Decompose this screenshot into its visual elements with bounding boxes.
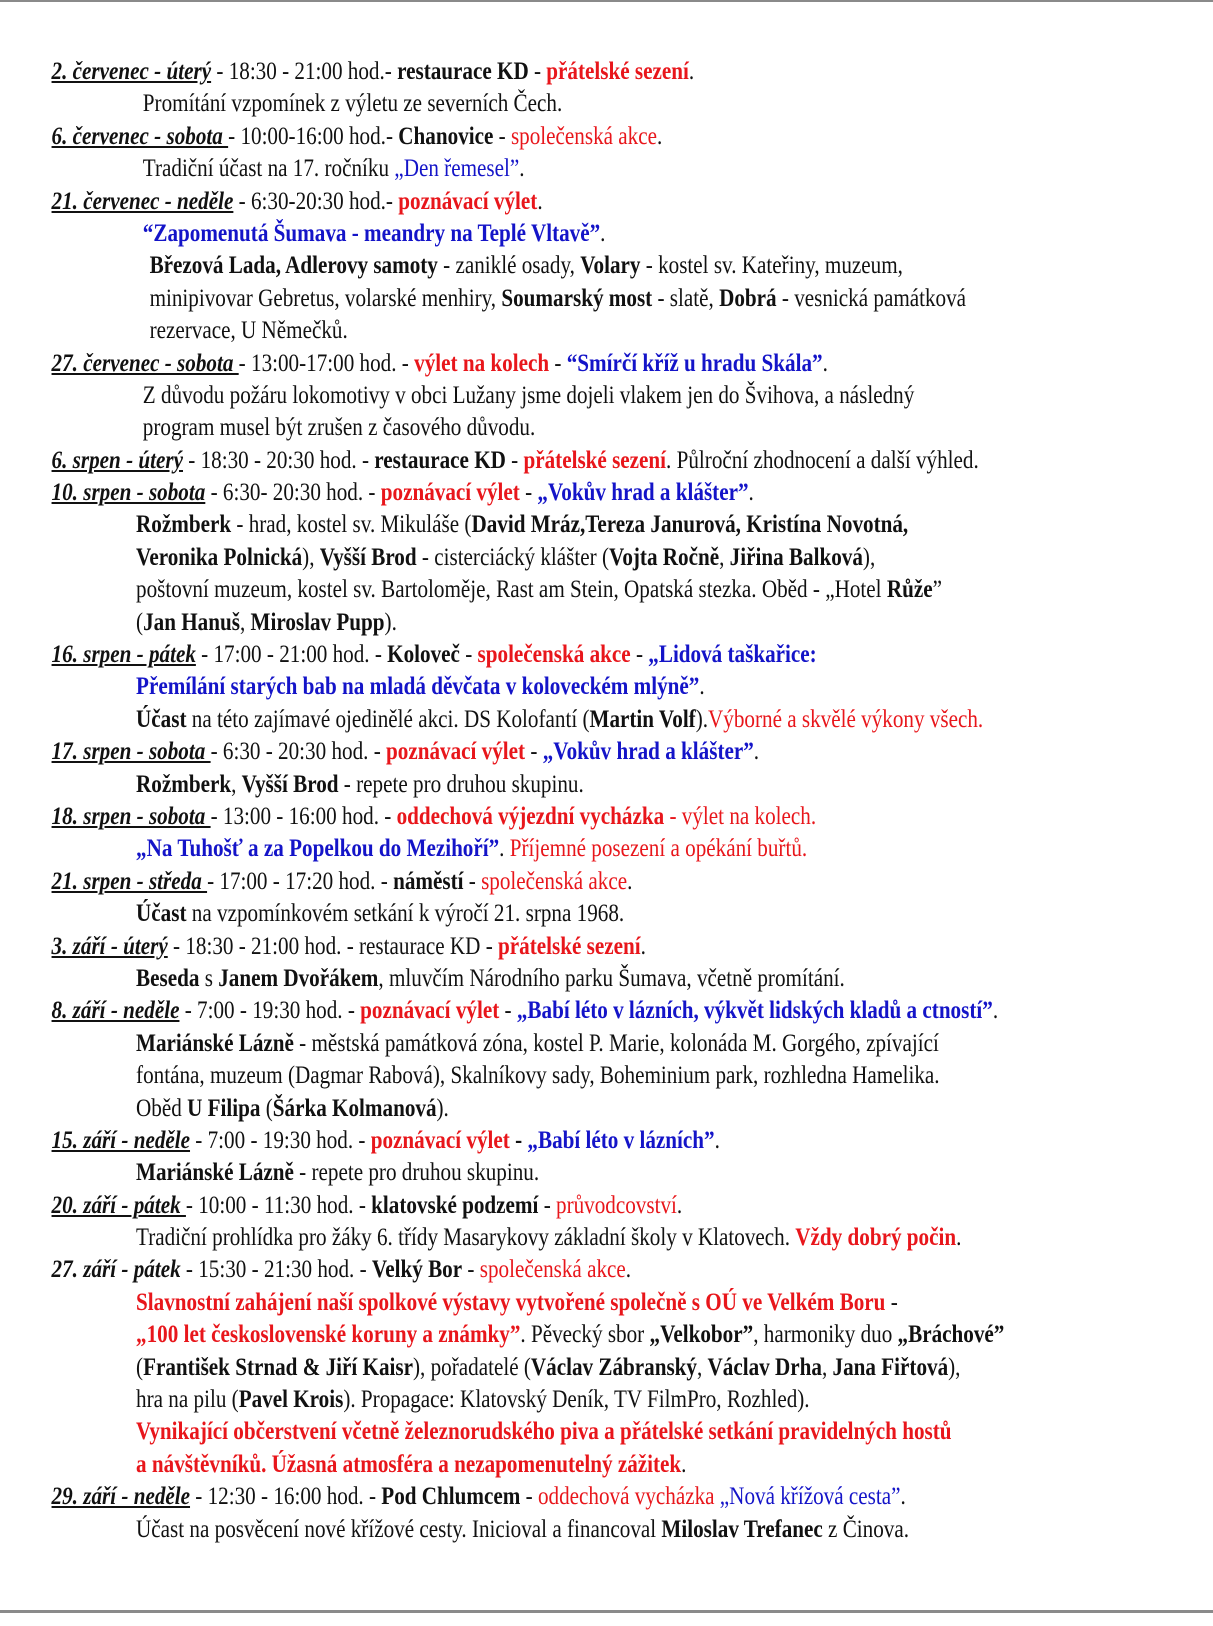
bold-text: Václav Drha bbox=[707, 1353, 822, 1381]
event-detail-line bbox=[0, 1319, 1025, 1351]
red-bold-text: Slavnostní zahájení naší spolkové výstavy vytvořené společně s OÚ ve Velkém Boru bbox=[136, 1288, 886, 1316]
bold-text: Rožmberk bbox=[136, 511, 232, 539]
bold-text: Soumarský most bbox=[501, 284, 653, 312]
event-date: 27. září - pátek bbox=[51, 1256, 181, 1284]
text: ). bbox=[384, 608, 397, 636]
event-date: 21. červenec - neděle bbox=[51, 187, 234, 215]
text: - bbox=[520, 1483, 538, 1511]
bold-text: Miroslav Pupp bbox=[250, 608, 385, 636]
bold-text: náměstí bbox=[393, 867, 464, 895]
red-bold-text: poznávací výlet bbox=[386, 738, 526, 766]
red-bold-text: a návštěvníků. Úžasná atmosféra a nezapomenutelný zážitek bbox=[136, 1450, 682, 1478]
event-heading-line bbox=[0, 121, 1025, 153]
text: . Půlroční zhodnocení a další výhled. bbox=[666, 446, 979, 474]
text: - městská památková zóna, kostel P. Marie, kolonáda M. Gorgého, zpívající bbox=[293, 1029, 939, 1057]
text: . bbox=[699, 673, 705, 701]
bold-text: Účast bbox=[136, 705, 187, 733]
bold-text: Mariánské Lázně bbox=[136, 1159, 294, 1187]
red-text: společenská akce bbox=[510, 122, 657, 150]
text: ). Propagace: Klatovský Deník, TV FilmPro, Rozhled). bbox=[343, 1386, 810, 1414]
red-bold-text: výlet na kolech bbox=[414, 349, 550, 377]
event-detail-line bbox=[0, 380, 1025, 412]
text: - bbox=[538, 1191, 557, 1219]
text: , bbox=[239, 608, 251, 636]
red-text: průvodcovství bbox=[556, 1191, 677, 1219]
red-bold-text: poznávací výlet bbox=[380, 479, 520, 507]
text: , bbox=[821, 1353, 833, 1381]
text: hra na pilu ( bbox=[136, 1386, 239, 1414]
event-heading-line bbox=[0, 348, 1025, 380]
text: - bbox=[499, 997, 517, 1025]
text: ), pořadatelé ( bbox=[413, 1353, 531, 1381]
text: . bbox=[600, 219, 606, 247]
bold-text: Chanovice bbox=[398, 122, 494, 150]
event-detail-line bbox=[0, 153, 1025, 185]
event-date: 29. září - neděle bbox=[51, 1483, 191, 1511]
text: . bbox=[748, 479, 754, 507]
event-detail-line bbox=[0, 250, 1025, 282]
event-date: 18. srpen - sobota bbox=[51, 802, 211, 830]
text: Promítání vzpomínek z výletu ze severních Čech. bbox=[142, 90, 563, 118]
event-detail-line bbox=[0, 898, 1025, 930]
text: , bbox=[231, 770, 242, 798]
text: , harmoniky duo bbox=[753, 1321, 898, 1349]
text: ). bbox=[695, 705, 709, 733]
text: - 15:30 - 21:30 hod. - bbox=[180, 1256, 372, 1284]
red-bold-text: přátelské sezení bbox=[523, 446, 667, 474]
event-date: 10. srpen - sobota bbox=[51, 479, 206, 507]
text: . bbox=[822, 349, 828, 377]
bold-text: Březová Lada, Adlerovy samoty bbox=[149, 252, 438, 280]
text: - kostel sv. Kateřiny, muzeum, bbox=[640, 252, 903, 280]
text: - 12:30 - 16:00 hod. - bbox=[190, 1483, 382, 1511]
red-bold-text: oddechová výjezdní vycházka bbox=[396, 802, 665, 830]
event-detail-line bbox=[0, 88, 1025, 120]
blue-bold-text: „Lidová taškařice: bbox=[648, 641, 817, 669]
event-heading-line bbox=[0, 736, 1025, 768]
event-detail-line bbox=[0, 218, 1025, 250]
text: . bbox=[900, 1483, 906, 1511]
red-text: společenská akce bbox=[479, 1256, 626, 1284]
text: ), bbox=[302, 543, 320, 571]
text: . bbox=[676, 1191, 683, 1219]
bold-text: Růže bbox=[886, 576, 933, 604]
text: - 10:00 - 11:30 hod. - bbox=[185, 1191, 372, 1219]
bold-text: Vyšší Brod bbox=[241, 770, 339, 798]
event-heading-line bbox=[0, 56, 1025, 88]
bold-text: „Velkobor” bbox=[649, 1321, 754, 1349]
bold-text: František Strnad & Jiří Kaisr bbox=[143, 1353, 414, 1381]
red-bold-text: přátelské sezení bbox=[498, 932, 641, 960]
event-detail-line bbox=[0, 509, 1025, 541]
text: ), bbox=[948, 1353, 961, 1381]
text: - bbox=[493, 122, 511, 150]
event-detail-line bbox=[0, 833, 1025, 865]
text: - slatě, bbox=[652, 284, 720, 312]
red-bold-text: společenská akce bbox=[477, 641, 631, 669]
text: na vzpomínkovém setkání k výročí 21. srpna 1968. bbox=[186, 900, 625, 928]
text: ( bbox=[260, 1094, 273, 1122]
text: ( bbox=[136, 608, 144, 636]
event-date: 2. červenec - úterý bbox=[51, 58, 212, 85]
event-detail-line bbox=[0, 963, 1025, 995]
text: - 18:30 - 21:00 hod.- bbox=[211, 58, 398, 85]
blue-bold-text: „Babí léto v lázních, výkvět lidských kladů a ctností” bbox=[516, 997, 993, 1025]
red-bold-text: Vždy dobrý počin bbox=[795, 1224, 957, 1252]
text: - 17:00 - 17:20 hod. - bbox=[207, 867, 394, 895]
bold-text: restaurace KD bbox=[374, 446, 506, 474]
red-text: Výborné a skvělé výkony všech. bbox=[708, 705, 984, 733]
event-date: 20. září - pátek bbox=[51, 1191, 186, 1219]
bold-text: Jiřina Balková bbox=[729, 543, 863, 571]
event-detail-line bbox=[0, 412, 1025, 444]
bold-text: Janem Dvořákem bbox=[218, 964, 379, 992]
red-bold-text: poznávací výlet bbox=[370, 1126, 510, 1154]
blue-bold-text: “Zapomenutá Šumava - meandry na Teplé Vltavě” bbox=[142, 219, 601, 247]
red-text: oddechová vycházka bbox=[537, 1483, 720, 1511]
event-heading-line bbox=[0, 995, 1025, 1027]
text: - zaniklé osady, bbox=[437, 252, 581, 280]
text: - 13:00-17:00 hod. - bbox=[238, 349, 415, 377]
event-detail-line bbox=[0, 1222, 1025, 1254]
blue-text: „Nová křížová cesta” bbox=[719, 1483, 901, 1511]
bold-text: Rožmberk bbox=[136, 770, 232, 798]
text: . bbox=[992, 997, 999, 1025]
text: - hrad, kostel sv. Mikuláše ( bbox=[231, 511, 472, 539]
text: . bbox=[625, 1256, 632, 1284]
event-heading-line bbox=[0, 1125, 1025, 1157]
blue-bold-text: “Smírčí kříž u hradu Skála” bbox=[566, 349, 823, 377]
event-date: 16. srpen - pátek bbox=[51, 641, 196, 669]
text: - 6:30 - 20:30 hod. - bbox=[210, 738, 387, 766]
red-text: Příjemné posezení a opékání buřtů. bbox=[509, 835, 808, 863]
text: ” bbox=[932, 576, 942, 604]
bold-text: David Mráz,Tereza Janurová, Kristína Novotná, bbox=[471, 511, 909, 539]
event-heading-line bbox=[0, 866, 1025, 898]
bold-text: „Bráchové” bbox=[897, 1321, 1005, 1349]
event-heading-line bbox=[0, 801, 1025, 833]
bold-text: Miloslav Trefanec bbox=[661, 1515, 823, 1543]
text: Tradiční účast na 17. ročníku bbox=[142, 155, 395, 183]
event-detail-line bbox=[0, 1157, 1025, 1189]
event-heading-line bbox=[0, 445, 1025, 477]
text: - 18:30 - 21:00 hod. - restaurace KD - bbox=[167, 932, 499, 960]
text: . bbox=[519, 155, 525, 183]
event-heading-line bbox=[0, 186, 1025, 218]
event-date: 17. srpen - sobota bbox=[51, 738, 211, 766]
text: rezervace, U Němečků. bbox=[149, 317, 348, 345]
bold-text: Účast bbox=[136, 900, 187, 928]
event-heading-line bbox=[0, 1254, 1025, 1286]
event-detail-line bbox=[0, 607, 1025, 639]
bold-text: - bbox=[509, 1126, 528, 1154]
text: ). bbox=[436, 1094, 449, 1122]
event-detail-line bbox=[0, 1028, 1025, 1060]
text: - 18:30 - 20:30 hod. - bbox=[182, 446, 375, 474]
event-detail-line bbox=[0, 1352, 1025, 1384]
event-heading-line bbox=[0, 477, 1025, 509]
text: . bbox=[681, 1450, 687, 1478]
text: - bbox=[525, 738, 543, 766]
bold-text: U Filipa bbox=[187, 1094, 261, 1122]
event-date: 21. srpen - středa bbox=[51, 867, 208, 895]
text: program musel být zrušen z časového důvodu. bbox=[142, 414, 536, 442]
bold-text: Mariánské Lázně bbox=[136, 1029, 294, 1057]
red-bold-text: Vynikající občerstvení včetně železnorudského piva a přátelské setkání pravidelných hostů bbox=[136, 1418, 952, 1446]
blue-bold-text: „Na Tuhošť a za Popelkou do Mezihoří” bbox=[136, 835, 500, 863]
event-chronicle-document bbox=[0, 56, 1213, 1546]
event-date: 6. srpen - úterý bbox=[51, 446, 183, 474]
text: - 6:30-20:30 hod.- bbox=[233, 187, 399, 215]
red-bold-text: poznávací výlet bbox=[398, 187, 538, 215]
red-bold-text: přátelské sezení bbox=[546, 58, 689, 85]
text: - 17:00 - 21:00 hod. - bbox=[195, 641, 388, 669]
text: poštovní muzeum, kostel sv. Bartoloměje, Rast am Stein, Opatská stezka. Oběd - „Hotel bbox=[136, 576, 887, 604]
blue-bold-text: „Vokův hrad a klášter” bbox=[537, 479, 749, 507]
event-detail-line bbox=[0, 1287, 1025, 1319]
text: - cisterciácký klášter ( bbox=[416, 543, 610, 571]
event-detail-line bbox=[0, 671, 1025, 703]
bold-text: Volary bbox=[580, 252, 641, 280]
text: . Pěvecký sbor bbox=[520, 1321, 650, 1349]
bold-text: Veronika Polnická bbox=[136, 543, 303, 571]
text: - bbox=[505, 446, 524, 474]
event-detail-line bbox=[0, 574, 1025, 606]
event-detail-line bbox=[0, 1384, 1025, 1416]
text: . bbox=[640, 932, 646, 960]
bold-text: Vyšší Brod bbox=[319, 543, 417, 571]
text: - bbox=[885, 1288, 898, 1316]
event-date: 3. září - úterý bbox=[51, 932, 168, 960]
text: Tradiční prohlídka pro žáky 6. třídy Masarykovy základní školy v Klatovech. bbox=[136, 1224, 796, 1252]
event-date: 8. září - neděle bbox=[51, 997, 180, 1025]
event-heading-line bbox=[0, 931, 1025, 963]
text: ( bbox=[136, 1353, 144, 1381]
event-heading-line bbox=[0, 1190, 1025, 1222]
text: Účast na posvěcení nové křížové cesty. Inicioval a financoval bbox=[136, 1515, 662, 1543]
text: - repete pro druhou skupinu. bbox=[338, 770, 584, 798]
text: . bbox=[688, 58, 695, 85]
text: - 7:00 - 19:30 hod. - bbox=[179, 997, 361, 1025]
text: - 13:00 - 16:00 hod. - bbox=[210, 802, 397, 830]
bold-text: klatovské podzemí bbox=[371, 1191, 539, 1219]
bold-text: Václav Zábranský bbox=[530, 1353, 697, 1381]
text: . bbox=[656, 122, 663, 150]
event-detail-line bbox=[0, 769, 1025, 801]
text: . bbox=[537, 187, 543, 215]
text: Z důvodu požáru lokomotivy v obci Lužany jsme dojeli vlakem jen do Švihova, a následný bbox=[142, 381, 915, 409]
bold-text: Pavel Krois bbox=[238, 1386, 344, 1414]
text: , mluvčím Národního parku Šumava, včetně promítání. bbox=[378, 964, 845, 992]
bold-text: Dobrá bbox=[719, 284, 777, 312]
event-detail-line bbox=[0, 1093, 1025, 1125]
text: . bbox=[714, 1126, 720, 1154]
top-border bbox=[0, 0, 1213, 2]
blue-text: „Den řemesel” bbox=[394, 155, 520, 183]
text: fontána, muzeum (Dagmar Rabová), Skalníkovy sady, Boheminium park, rozhledna Hamelika. bbox=[136, 1062, 940, 1090]
red-bold-text: poznávací výlet bbox=[360, 997, 500, 1025]
text: - bbox=[459, 641, 478, 669]
text: - bbox=[519, 479, 538, 507]
text: - vesnická památková bbox=[776, 284, 967, 312]
event-detail-line bbox=[0, 1449, 1025, 1481]
text: na této zajímavé ojedinělé akci. DS Kolofantí ( bbox=[186, 705, 590, 733]
text: - bbox=[528, 58, 547, 85]
text: , bbox=[719, 543, 730, 571]
text: - 10:00-16:00 hod.- bbox=[228, 122, 399, 150]
bold-text: Pod Chlumcem bbox=[381, 1483, 521, 1511]
event-detail-line bbox=[0, 283, 1025, 315]
bold-text: Velký Bor bbox=[371, 1256, 463, 1284]
event-heading-line bbox=[0, 639, 1025, 671]
text: . bbox=[499, 835, 510, 863]
event-detail-line bbox=[0, 1416, 1025, 1448]
blue-bold-text: „Vokův hrad a klášter” bbox=[542, 738, 754, 766]
bold-text: Šárka Kolmanová bbox=[272, 1094, 437, 1122]
bold-text: Vojta Ročně bbox=[609, 543, 720, 571]
text: , bbox=[696, 1353, 708, 1381]
blue-bold-text: Přemílání starých bab na mladá děvčata v koloveckém mlýně” bbox=[136, 673, 700, 701]
text: s bbox=[199, 964, 219, 992]
text: minipivovar Gebretus, volarské menhiry, bbox=[149, 284, 502, 312]
text: - bbox=[549, 349, 567, 377]
bold-text: Martin Volf bbox=[589, 705, 696, 733]
bold-text: Jan Hanuš bbox=[143, 608, 240, 636]
event-detail-line bbox=[0, 1514, 1025, 1546]
event-date: 15. září - neděle bbox=[51, 1126, 191, 1154]
bold-text: restaurace KD bbox=[397, 58, 529, 85]
blue-bold-text: „Babí léto v lázních” bbox=[527, 1126, 715, 1154]
text: - bbox=[463, 867, 482, 895]
event-detail-line bbox=[0, 542, 1025, 574]
event-detail-line bbox=[0, 1060, 1025, 1092]
red-text: společenská akce bbox=[481, 867, 628, 895]
text: - repete pro druhou skupinu. bbox=[293, 1159, 540, 1187]
bottom-border bbox=[0, 1610, 1213, 1613]
text: - 6:30- 20:30 hod. - bbox=[205, 479, 381, 507]
text: . bbox=[956, 1224, 962, 1252]
text: Oběd bbox=[136, 1094, 188, 1122]
event-date: 27. červenec - sobota bbox=[51, 349, 239, 377]
text: - bbox=[630, 641, 649, 669]
text: ), bbox=[862, 543, 876, 571]
bold-text: Beseda bbox=[136, 964, 200, 992]
event-detail-line bbox=[0, 704, 1025, 736]
red-text: - výlet na kolech. bbox=[664, 802, 817, 830]
text: - bbox=[462, 1256, 480, 1284]
bold-text: Koloveč bbox=[387, 641, 460, 669]
text: . bbox=[753, 738, 760, 766]
event-heading-line bbox=[0, 1481, 1025, 1513]
text: . bbox=[627, 867, 633, 895]
text: z Činova. bbox=[822, 1515, 910, 1543]
red-bold-text: „100 let československé koruny a známky” bbox=[136, 1321, 521, 1349]
bold-text: Jana Fiřtová bbox=[832, 1353, 949, 1381]
event-detail-line bbox=[0, 315, 1025, 347]
event-date: 6. červenec - sobota bbox=[51, 122, 229, 150]
text: - 7:00 - 19:30 hod. - bbox=[190, 1126, 371, 1154]
